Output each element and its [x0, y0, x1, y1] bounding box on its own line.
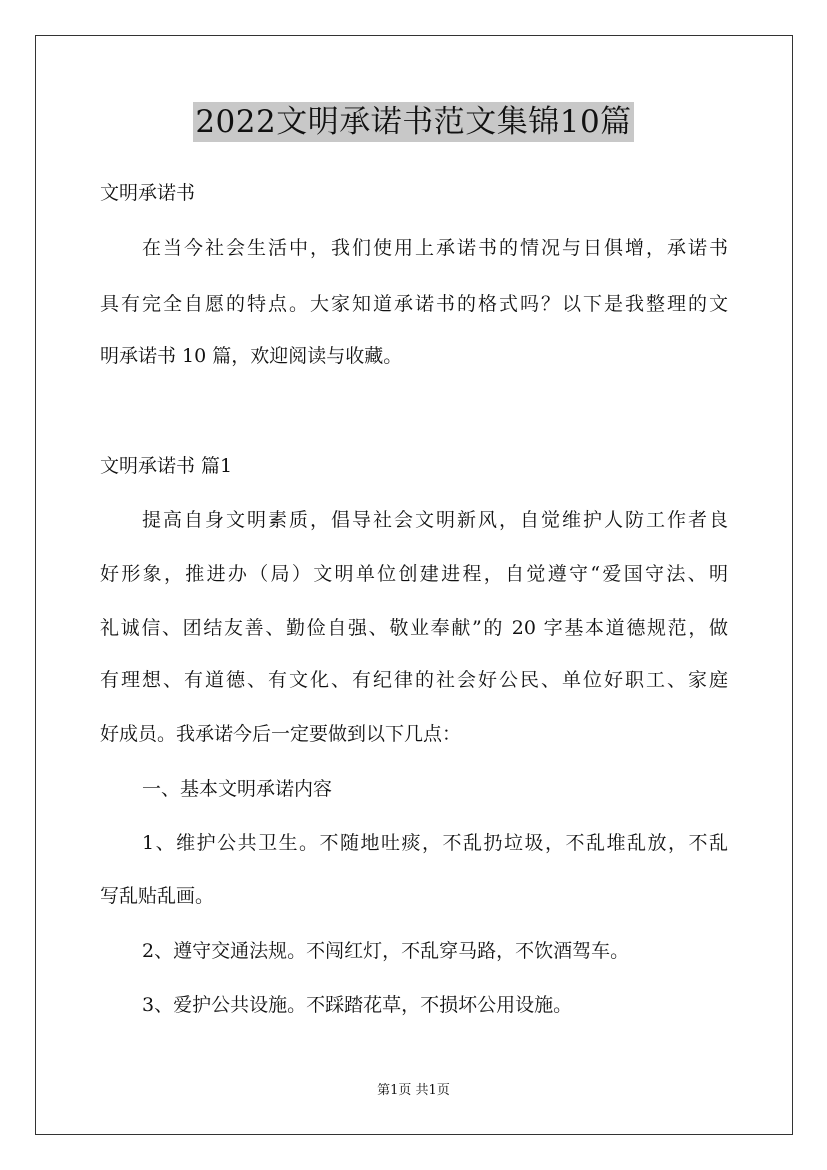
- body-line: 好形象，推进办（局）文明单位创建进程，自觉遵守“爱国守法、明: [100, 563, 728, 585]
- list-item: 2、遵守交通法规。不闯红灯，不乱穿马路，不饮酒驾车。: [142, 940, 630, 962]
- section-heading: 文明承诺书 篇1: [100, 455, 233, 477]
- body-line: 礼诚信、团结友善、勤俭自强、敬业奉献”的 20 字基本道德规范，做: [100, 617, 728, 639]
- list-item-continuation: 写乱贴乱画。: [100, 885, 215, 907]
- document-title: 2022文明承诺书范文集锦10篇: [195, 104, 632, 140]
- intro-heading: 文明承诺书: [100, 182, 196, 204]
- body-line: 有理想、有道德、有文化、有纪律的社会好公民、单位好职工、家庭: [100, 669, 728, 691]
- page-number: 第1页 共1页: [377, 1083, 450, 1098]
- list-item: 3、爱护公共设施。不踩踏花草，不损坏公用设施。: [142, 994, 573, 1016]
- title-container: [0, 102, 827, 142]
- body-line: 提高自身文明素质，倡导社会文明新风，自觉维护人防工作者良: [142, 509, 728, 531]
- body-line: 好成员。我承诺今后一定要做到以下几点：: [100, 723, 462, 745]
- intro-line: 具有完全自愿的特点。大家知道承诺书的格式吗？以下是我整理的文: [100, 293, 728, 315]
- page-footer: [0, 1082, 827, 1100]
- intro-line: 在当今社会生活中，我们使用上承诺书的情况与日俱增，承诺书: [142, 237, 728, 259]
- intro-line: 明承诺书 10 篇，欢迎阅读与收藏。: [100, 345, 403, 367]
- subsection-heading: 一、基本文明承诺内容: [142, 778, 333, 800]
- list-item: 1、维护公共卫生。不随地吐痰，不乱扔垃圾，不乱堆乱放，不乱: [142, 832, 728, 854]
